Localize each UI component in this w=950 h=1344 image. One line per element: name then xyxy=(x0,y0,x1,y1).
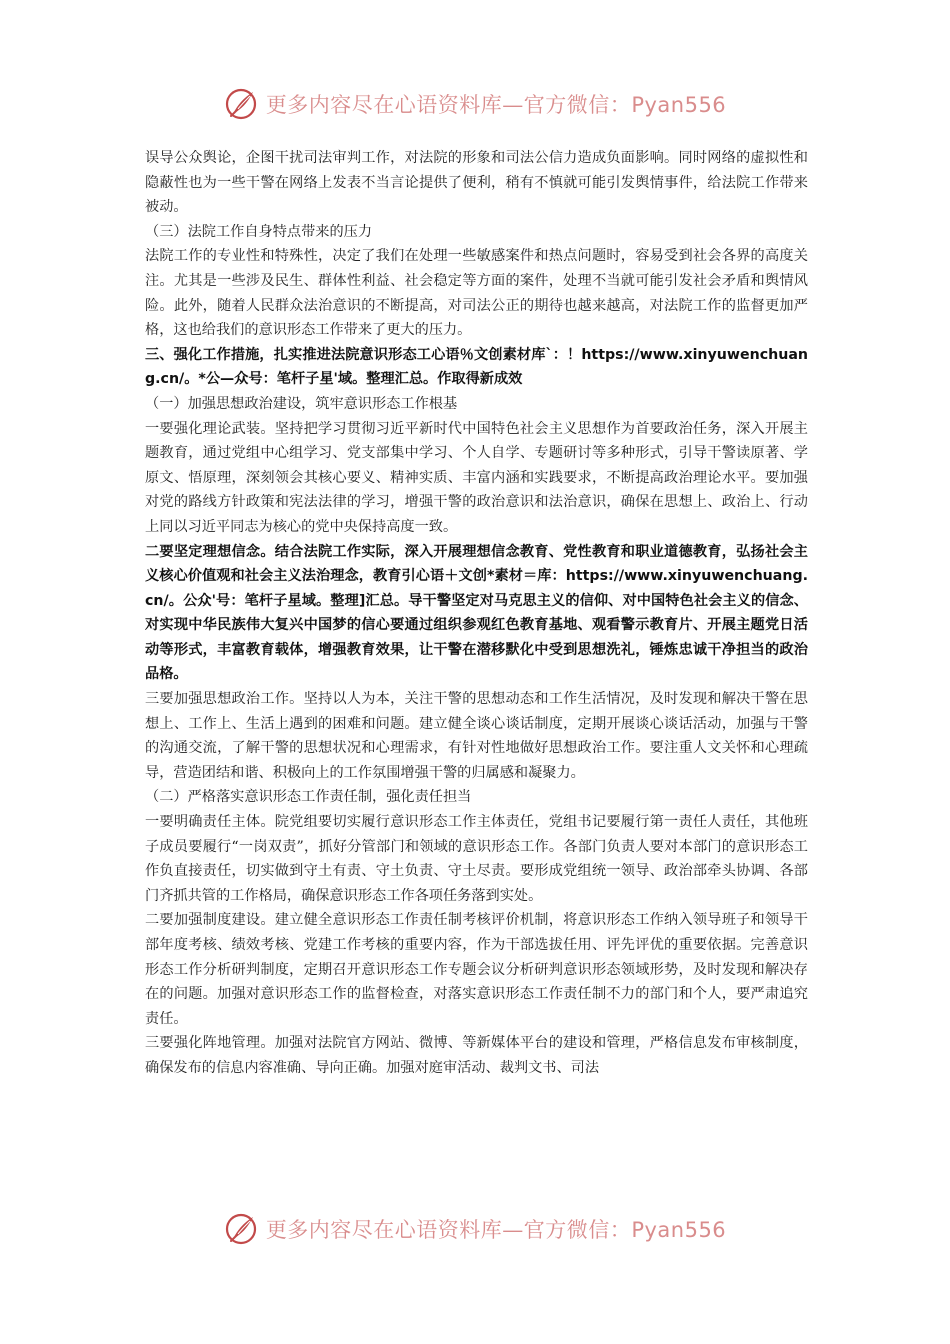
paragraph: 三要强化阵地管理。加强对法院官方网站、微博、等新媒体平台的建设和管理，严格信息发布审核制度，确保发布的信息内容准确、导向正确。加强对庭审活动、裁判文书、司法 xyxy=(145,1035,808,1076)
watermark-text: 更多内容尽在心语资料库—官方微信：Pyan556 xyxy=(265,1218,727,1242)
paragraph: 法院工作的专业性和特殊性，决定了我们在处理一些敏感案件和热点问题时，容易受到社会各界的高度关注。尤其是一些涉及民生、群体性利益、社会稳定等方面的案件，处理不当就可能引发社会矛盾和舆情风险。此外，随着人民群众法治意识的不断提高，对司法公正的期待也越来越高，对法院工作的监督更加严格，这也给我们的意识形态工作带来了更大的压力。 xyxy=(145,248,808,339)
section-heading: 三、强化工作措施，扎实推进法院意识形态工心语％文创素材库`：！https://www.xinyuwenchuang.cn/。*公—众号：笔杆子星'域。整理汇总。作取得新成效 xyxy=(145,346,808,388)
feather-pen-logo-icon xyxy=(224,1212,258,1246)
watermark-handle: Pyan556 xyxy=(631,93,727,117)
document-body xyxy=(145,146,808,1081)
subsection-heading: （二）严格落实意识形态工作责任制，强化责任担当 xyxy=(145,789,472,806)
watermark-header xyxy=(0,84,950,124)
watermark-text: 更多内容尽在心语资料库—官方微信：Pyan556 xyxy=(265,93,727,117)
paragraph: 二要加强制度建设。建立健全意识形态工作责任制考核评价机制，将意识形态工作纳入领导班子和领导干部年度考核、绩效考核、党建工作考核的重要内容，作为干部选拔任用、评先评优的重要依据。完善意识形态工作分析研判制度，定期召开意识形态工作专题会议分析研判意识形态领域形势，及时发现和解决存在的问题。加强对意识形态工作的监督检查，对落实意识形态工作责任制不力的部门和个人，要严肃追究责任。 xyxy=(145,912,808,1027)
watermark-footer xyxy=(0,1209,950,1249)
paragraph: 三要加强思想政治工作。坚持以人为本，关注干警的思想动态和工作生活情况，及时发现和解决干警在思想上、工作上、生活上遇到的困难和问题。建立健全谈心谈话制度，定期开展谈心谈话活动，加强与干警的沟通交流，了解干警的思想状况和心理需求，有针对性地做好思想政治工作。要注重人文关怀和心理疏导，营造团结和谐、积极向上的工作氛围增强干警的归属感和凝聚力。 xyxy=(145,691,808,781)
paragraph: 一要强化理论武装。坚持把学习贯彻习近平新时代中国特色社会主义思想作为首要政治任务，深入开展主题教育，通过党组中心组学习、党支部集中学习、个人自学、专题研讨等多种形式，引导干警读原著、学原文、悟原理，深刻领会其核心要义、精神实质、丰富内涵和实践要求，不断提高政治理论水平。要加强对党的路线方针政策和宪法法律的学习，增强干警的政治意识和法治意识，确保在思想上、政治上、行动上同以习近平同志为核心的党中央保持高度一致。 xyxy=(145,420,808,535)
paragraph: 误导公众舆论，企图干扰司法审判工作，对法院的形象和司法公信力造成负面影响。同时网络的虚拟性和隐蔽性也为一些干警在网络上发表不当言论提供了便利，稍有不慎就可能引发舆情事件，给法院工作带来被动。 xyxy=(145,150,808,216)
subsection-heading: （三）法院工作自身特点带来的压力 xyxy=(145,223,373,240)
bold-paragraph: 二要坚定理想信念。结合法院工作实际，深入开展理想信念教育、党性教育和职业道德教育，弘扬社会主义核心价值观和社会主义法治理念，教育引心语＋文创*素材＝库：https://www.xinyuwenchuang.cn/。公众'号：笔杆子星域。整理]汇总。导干警坚定对马克思主义的信仰、对中国特色社会主义的信念、对实现中华民族伟大复兴中国梦的信心要通过组织参观红色教育基地、观看警示教育片、开展主题党日活动等形式，丰富教育载体，增强教育效果，让干警在潜移默化中受到思想洗礼，锤炼忠诚干净担当的政治品格。 xyxy=(145,543,808,683)
feather-pen-logo-icon xyxy=(224,87,258,121)
watermark-handle: Pyan556 xyxy=(631,1218,727,1242)
paragraph: 一要明确责任主体。院党组要切实履行意识形态工作主体责任，党组书记要履行第一责任人责任，其他班子成员要履行“一岗双责”，抓好分管部门和领域的意识形态工作。各部门负责人要对本部门的意识形态工作负直接责任，切实做到守土有责、守土负责、守土尽责。要形成党组统一领导、政治部牵头协调、各部门齐抓共管的工作格局，确保意识形态工作各项任务落到实处。 xyxy=(145,814,808,904)
subsection-heading: （一）加强思想政治建设，筑牢意识形态工作根基 xyxy=(145,395,458,412)
